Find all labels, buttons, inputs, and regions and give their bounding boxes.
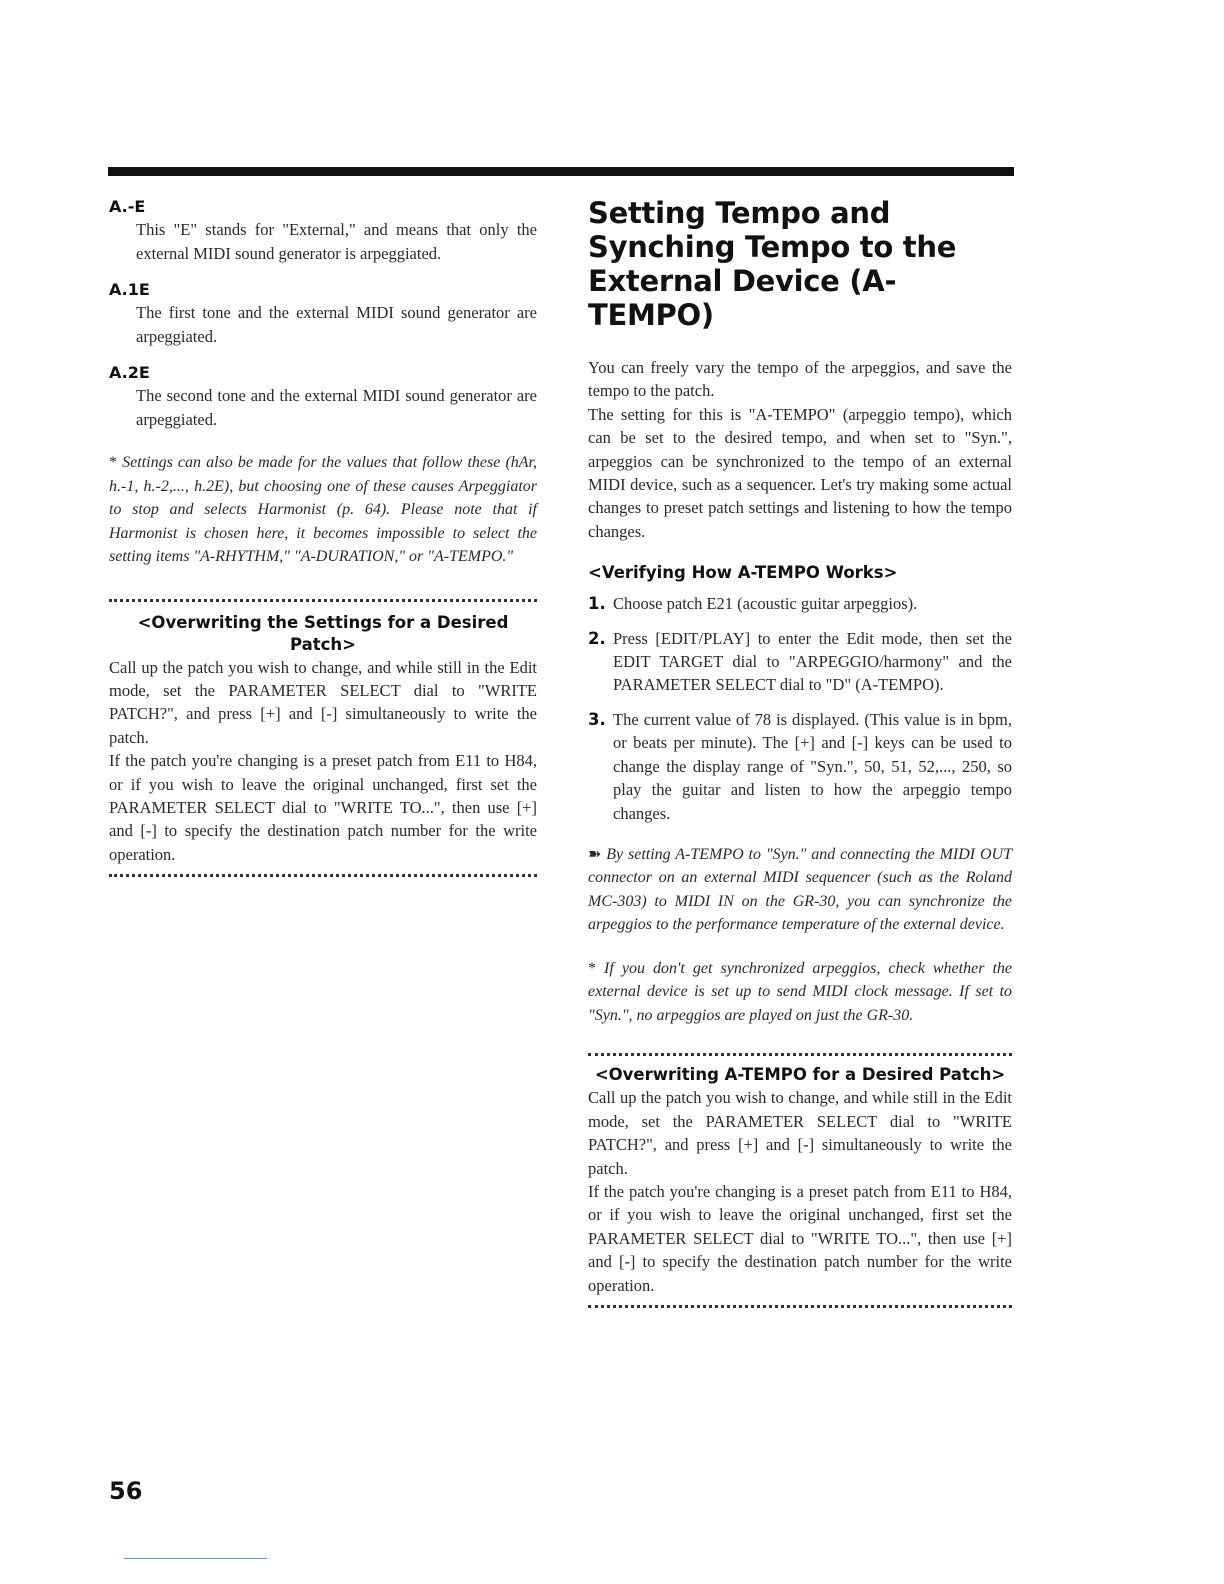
dotted-divider xyxy=(109,874,537,877)
note-text: If you don't get synchronized arpeggios, check whether the external device is set up to send MIDI clock message. If set to "Syn.", no arpeggios are played on just the GR-30. xyxy=(588,959,1013,1024)
box-heading: <Overwriting A-TEMPO for a Desired Patch> xyxy=(594,1065,1006,1085)
definition-text: This "E" stands for "External," and means that only the external MIDI sound generator is arpeggiated. xyxy=(136,220,537,263)
overwrite-tempo-box xyxy=(588,1064,1012,1297)
page-number: 56 xyxy=(109,1477,143,1505)
tip-sync xyxy=(588,843,1012,937)
top-rule xyxy=(108,167,1014,176)
dotted-divider xyxy=(588,1305,1012,1308)
tip-text: By setting A-TEMPO to "Syn." and connecting the MIDI OUT connector on an external MIDI sequencer (such as the Roland MC-303) to MIDI IN on the GR-30, you can synchronize the arpeggios to the performance temperature of the external device. xyxy=(588,845,1013,934)
box-paragraph: If the patch you're changing is a preset patch from E11 to H84, or if you wish to leave the original unchanged, first set the PARAMETER SELECT dial to "WRITE TO...", then use [+] and [-] to specify the destination patch number for the write operation. xyxy=(109,751,537,864)
bottom-link-underline xyxy=(124,1558,267,1559)
definition-a-e xyxy=(109,196,537,265)
box-heading: <Overwriting the Settings for a Desired Patch> xyxy=(137,612,509,654)
dotted-divider xyxy=(588,1053,1012,1056)
right-column xyxy=(588,196,1012,1308)
definition-a-2e xyxy=(109,362,537,431)
step-number: 1. xyxy=(588,594,606,614)
definition-text: The first tone and the external MIDI sound generator are arpeggiated. xyxy=(136,303,537,346)
intro xyxy=(588,356,1012,543)
step-item xyxy=(588,627,1012,697)
step-list xyxy=(588,592,1012,825)
overwrite-settings-box xyxy=(109,612,537,867)
arrow-icon: ➽ xyxy=(588,845,602,863)
definition-term: A.-E xyxy=(109,197,146,216)
section-heading: <Verifying How A-TEMPO Works> xyxy=(588,563,898,583)
box-paragraph: Call up the patch you wish to change, and while still in the Edit mode, set the PARAMETER SELECT dial to "WRITE PATCH?", and press [+] and [-] simultaneously to write the patch. xyxy=(109,657,537,747)
box-paragraph: If the patch you're changing is a preset patch from E11 to H84, or if you wish to leave the original unchanged, first set the PARAMETER SELECT dial to "WRITE TO...", then use [+] and [-] to specify the destination patch number for the write operation. xyxy=(588,1182,1012,1295)
step-number: 2. xyxy=(588,628,606,648)
definition-a-1e xyxy=(109,279,537,348)
note-text: Settings can also be made for the values that follow these (hAr, h.-1, h.-2,..., h.2E), but choosing one of these causes Arpeggiator to stop and selects Harmonist (p. 64). Please note that if Harmonist is chosen here, it becomes impossible to select the setting items "A-RHYTHM," "A-DURATION," or "A-TEMPO." xyxy=(109,454,538,565)
note-sync xyxy=(588,957,1012,1028)
box-paragraph: Call up the patch you wish to change, and while still in the Edit mode, set the PARAMETER SELECT dial to "WRITE PATCH?", and press [+] and [-] simultaneously to write the patch. xyxy=(588,1088,1012,1178)
page-title: Setting Tempo and Synching Tempo to the External Device (A-TEMPO) xyxy=(588,196,957,332)
step-text: Choose patch E21 (acoustic guitar arpeggios). xyxy=(613,594,918,614)
step-text: Press [EDIT/PLAY] to enter the Edit mode, then set the EDIT TARGET dial to "ARPEGGIO/harmony" and the PARAMETER SELECT dial to "D" (A-TEMPO). xyxy=(613,628,1012,695)
note-harmonist xyxy=(109,451,537,569)
step-item xyxy=(588,592,1012,615)
step-item xyxy=(588,708,1012,825)
left-column xyxy=(109,196,537,877)
definition-text: The second tone and the external MIDI sound generator are arpeggiated. xyxy=(136,386,537,429)
intro-paragraph: You can freely vary the tempo of the arpeggios, and save the tempo to the patch. xyxy=(588,358,1012,401)
definition-term: A.2E xyxy=(109,363,150,382)
asterisk-icon: * xyxy=(109,454,117,471)
intro-paragraph: The setting for this is "A-TEMPO" (arpeggio tempo), which can be set to the desired tempo, and when set to "Syn.", arpeggios can be synchronized to the tempo of an external MIDI device, such as a sequencer. Let's try making some actual changes to preset patch settings and listening to how the tempo changes. xyxy=(588,404,1012,541)
definition-term: A.1E xyxy=(109,280,150,299)
step-text: The current value of 78 is displayed. (This value is in bpm, or beats per minute). The [+] and [-] keys can be used to change the display range of "Syn.", 50, 51, 52,..., 250, so play the guitar and listen to how the arpeggio tempo changes. xyxy=(613,709,1012,823)
step-number: 3. xyxy=(588,709,606,729)
dotted-divider xyxy=(109,599,537,602)
asterisk-icon: * xyxy=(588,959,596,977)
